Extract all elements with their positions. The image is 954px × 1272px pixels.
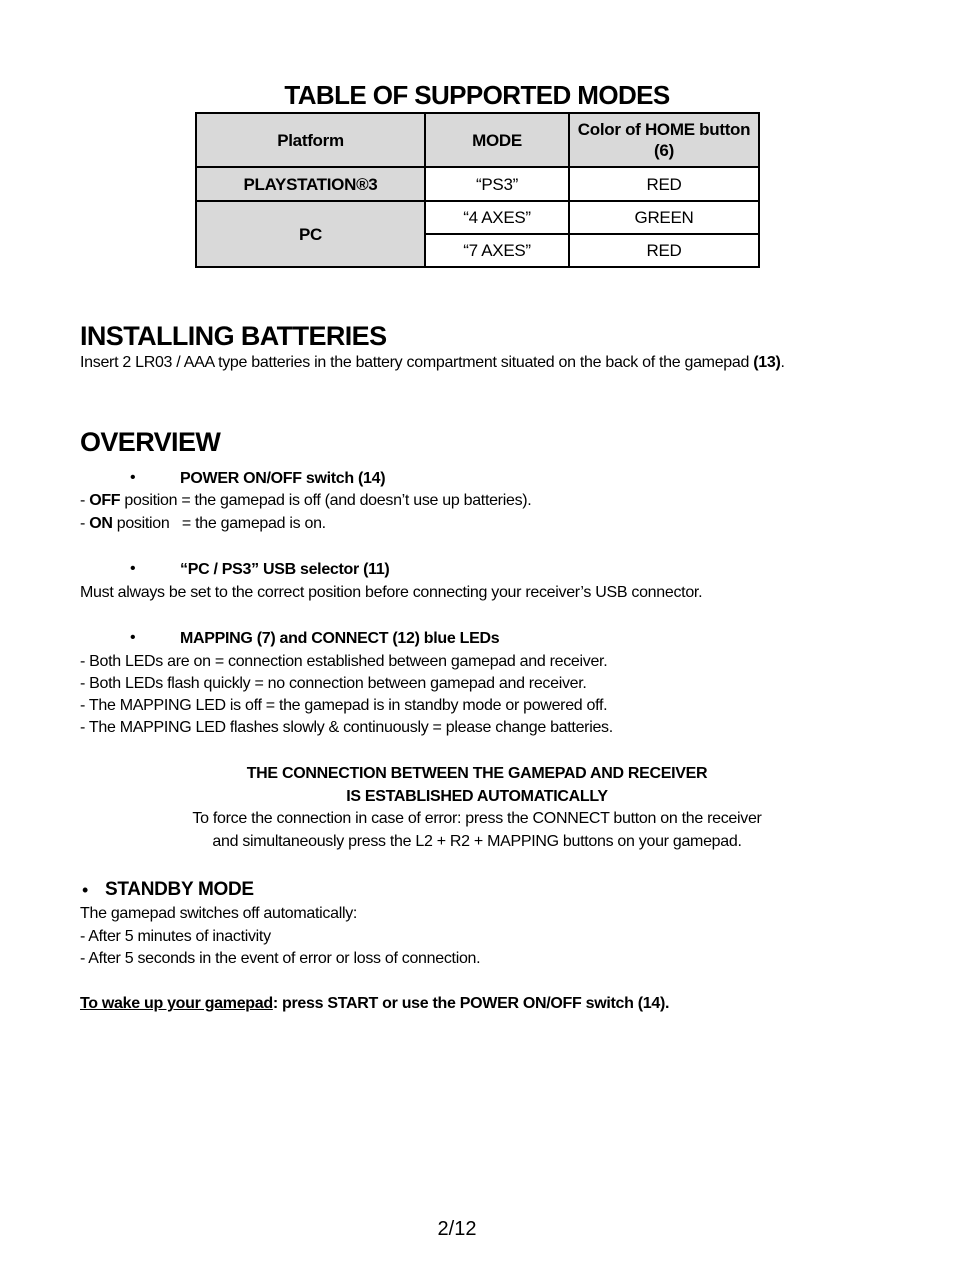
bullet-icon: • bbox=[130, 629, 136, 646]
overview-heading: OVERVIEW bbox=[80, 427, 221, 457]
standby-line: - After 5 minutes of inactivity bbox=[80, 928, 271, 945]
power-on-line: - ON position = the gamepad is on. bbox=[80, 515, 326, 532]
led-line: - Both LEDs are on = connection established between gamepad and receiver. bbox=[80, 653, 608, 670]
cell-color-4axes: GREEN bbox=[569, 201, 759, 234]
led-line: - Both LEDs flash quickly = no connection between gamepad and receiver. bbox=[80, 675, 587, 692]
led-line: - The MAPPING LED is off = the gamepad is in standby mode or powered off. bbox=[80, 697, 608, 714]
installing-text: Insert 2 LR03 / AAA type batteries in the battery compartment situated on the back of the gamepad (13). bbox=[80, 354, 785, 371]
header-platform: Platform bbox=[196, 113, 425, 167]
bullet-icon: • bbox=[130, 560, 136, 577]
power-off-line: - OFF position = the gamepad is off (and doesn’t use up batteries). bbox=[80, 492, 532, 509]
cell-mode-4axes: “4 AXES” bbox=[425, 201, 569, 234]
wake-up-line: To wake up your gamepad: press START or use the POWER ON/OFF switch (14). bbox=[80, 995, 670, 1012]
supported-modes-table bbox=[195, 112, 760, 268]
led-line: - The MAPPING LED flashes slowly & continuously = please change batteries. bbox=[80, 719, 613, 736]
leds-title: MAPPING (7) and CONNECT (12) blue LEDs bbox=[180, 630, 500, 647]
cell-platform-pc: PC bbox=[196, 201, 425, 267]
installing-heading: INSTALLING BATTERIES bbox=[80, 321, 387, 351]
table-title: TABLE OF SUPPORTED MODES bbox=[284, 80, 670, 110]
standby-line: The gamepad switches off automatically: bbox=[80, 905, 358, 922]
header-mode: MODE bbox=[425, 113, 569, 167]
cell-mode-7axes: “7 AXES” bbox=[425, 234, 569, 267]
usb-selector-text: Must always be set to the correct position before connecting your receiver’s USB connector. bbox=[80, 584, 703, 601]
usb-selector-title: “PC / PS3” USB selector (11) bbox=[180, 561, 390, 578]
cell-color-ps3: RED bbox=[569, 167, 759, 201]
connection-bold-2: IS ESTABLISHED AUTOMATICALLY bbox=[346, 788, 608, 805]
bullet-icon: • bbox=[130, 469, 136, 486]
standby-line: - After 5 seconds in the event of error or loss of connection. bbox=[80, 950, 481, 967]
header-home-color: Color of HOME button (6) bbox=[569, 113, 759, 167]
cell-mode-ps3: “PS3” bbox=[425, 167, 569, 201]
standby-title: STANDBY MODE bbox=[105, 879, 254, 900]
cell-color-7axes: RED bbox=[569, 234, 759, 267]
cell-platform-ps3: PLAYSTATION®3 bbox=[196, 167, 425, 201]
page-number: 2/12 bbox=[437, 1218, 477, 1240]
connection-text-2: and simultaneously press the L2 + R2 + MAPPING buttons on your gamepad. bbox=[212, 833, 742, 850]
connection-text-1: To force the connection in case of error: press the CONNECT button on the receiver bbox=[192, 810, 762, 827]
bullet-icon: • bbox=[82, 880, 89, 900]
connection-bold-1: THE CONNECTION BETWEEN THE GAMEPAD AND RECEIVER bbox=[246, 765, 708, 782]
power-switch-title: POWER ON/OFF switch (14) bbox=[180, 470, 386, 487]
